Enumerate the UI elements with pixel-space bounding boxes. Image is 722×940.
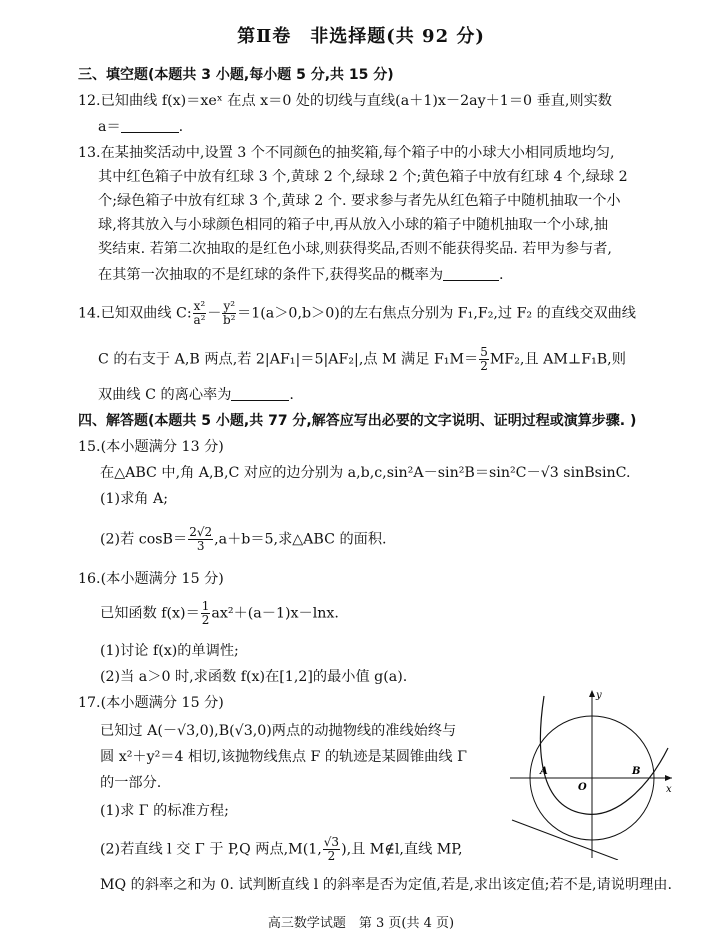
- q16-line1: [100, 600, 339, 627]
- q14-frac1-num: x²: [193, 299, 206, 313]
- page-footer: 高三数学试题 第 3 页(共 4 页): [267, 916, 455, 931]
- q16-line1b: ax²＋(a－1)x－lnx.: [211, 605, 339, 622]
- q12-line1: 12.已知曲线 f(x)＝xeˣ 在点 x＝0 处的切线与直线(a＋1)x－2ay＋1＝0 垂直,则实数: [78, 93, 612, 109]
- q14-line3-text: 双曲线 C 的离心率为: [98, 387, 232, 403]
- page-title: 第Ⅱ卷 非选择题(共 92 分): [237, 26, 485, 47]
- label-y: y: [596, 690, 602, 701]
- q17-frac-num: √3: [323, 835, 340, 849]
- q15-frac: [188, 526, 213, 553]
- q14-frac2-num: y²: [223, 299, 236, 313]
- q17-part2a: (2)若直线 l 交 Γ 于 P,Q 两点,M(1,: [100, 841, 322, 858]
- q17-part1: (1)求 Γ 的标准方程;: [100, 803, 229, 819]
- q17-figure: [508, 688, 676, 860]
- label-a: A: [540, 766, 548, 777]
- parabola-curve: [540, 696, 668, 814]
- q15-part1: (1)求角 A;: [100, 491, 169, 507]
- q14-frac3-den: 2: [480, 359, 488, 373]
- q14-line2b: MF₂,且 AM⊥F₁B,则: [489, 351, 626, 368]
- q16-head: 16.(本小题满分 15 分): [78, 571, 224, 587]
- y-axis-arrow-icon: [589, 690, 595, 697]
- q14-line1b: ＝1(a＞0,b＞0)的左右焦点分别为 F₁,F₂,过 F₂ 的直线交双曲线: [237, 305, 636, 322]
- q15-line1: 在△ABC 中,角 A,B,C 对应的边分别为 a,b,c,sin²A－sin²B＝sin²C－√3 sinBsinC.: [100, 465, 631, 481]
- q13-line3: 个;绿色箱子中放有红球 3 个,黄球 2 个. 要求参与者先从红色箱子中随机抽取一个小: [98, 193, 621, 209]
- q14-frac3-num: 5: [480, 345, 488, 359]
- directrix-line: [512, 820, 618, 860]
- q16-part1: (1)讨论 f(x)的单调性;: [100, 643, 239, 659]
- q15-part2: [100, 526, 387, 553]
- q13-line4: 球,将其放入与小球颜色相同的箱子中,再从放入小球的箱子中随机抽取一个小球,抽: [98, 217, 609, 233]
- q17-part2: [100, 836, 462, 863]
- q14-frac2: [222, 300, 236, 327]
- q13-line2: 其中红色箱子中放有红球 3 个,黄球 2 个,绿球 2 个;黄色箱子中放有红球 4 个,绿球 2: [98, 169, 628, 185]
- label-o: O: [578, 782, 587, 793]
- q15-frac-den: 3: [196, 539, 205, 553]
- q13-line6-end: .: [499, 267, 504, 283]
- q17-line2: 圆 x²＋y²＝4 相切,该抛物线焦点 F 的轨迹是某圆锥曲线 Γ: [100, 749, 467, 765]
- q15-frac-num: 2√2: [189, 525, 213, 539]
- q13-answer-blank: [443, 266, 499, 281]
- q17-frac: [323, 836, 340, 863]
- q13-line5: 奖结束. 若第二次抽取的是红色小球,则获得奖品,否则不能获得奖品. 若甲为参与者,: [98, 241, 612, 257]
- q16-frac: [201, 600, 211, 627]
- q14-line1: [78, 300, 636, 327]
- q17-head: 17.(本小题满分 15 分): [78, 695, 224, 711]
- q16-part2: (2)当 a＞0 时,求函数 f(x)在[1,2]的最小值 g(a).: [100, 669, 408, 685]
- q14-frac1: [193, 300, 207, 327]
- section4-heading: 四、解答题(本题共 5 小题,共 77 分,解答应写出必要的文字说明、证明过程或演算步骤. ): [78, 413, 637, 429]
- x-axis-arrow-icon: [665, 775, 672, 781]
- q14-minus: －: [207, 305, 222, 322]
- q17-part2-line2: MQ 的斜率之和为 0. 试判断直线 l 的斜率是否为定值,若是,求出该定值;若不是,请说明理由.: [100, 877, 672, 893]
- q14-frac2-den: b²: [222, 313, 236, 327]
- section3-heading: 三、填空题(本题共 3 小题,每小题 5 分,共 15 分): [78, 67, 394, 83]
- q14-answer-blank: [231, 386, 289, 401]
- q17-line1: 已知过 A(－√3,0),B(√3,0)两点的动抛物线的准线始终与: [100, 723, 457, 739]
- q16-frac-num: 1: [201, 599, 210, 613]
- q14-line2: [98, 346, 626, 373]
- q12-line2-text: a＝: [98, 119, 121, 135]
- label-x: x: [666, 784, 672, 795]
- q17-frac-den: 2: [327, 849, 336, 863]
- q14-frac1-den: a²: [193, 313, 206, 327]
- q17-part2b: ),且 M∉l,直线 MP,: [341, 841, 463, 858]
- q14-line2a: C 的右支于 A,B 两点,若 2|AF₁|＝5|AF₂|,点 M 满足 F₁M＝: [98, 351, 479, 368]
- label-b: B: [632, 766, 641, 777]
- q12-answer-blank: [121, 118, 179, 133]
- q14-line1a: 14.已知双曲线 C:: [78, 305, 192, 322]
- q17-line3: 的一部分.: [100, 775, 162, 791]
- q13-line1: 13.在某抽奖活动中,设置 3 个不同颜色的抽奖箱,每个箱子中的小球大小相同质地均匀,: [78, 145, 615, 161]
- q15-part2b: ,a＋b＝5,求△ABC 的面积.: [214, 531, 387, 548]
- q14-line3-end: .: [289, 387, 294, 403]
- q16-frac-den: 2: [201, 613, 210, 627]
- q15-head: 15.(本小题满分 13 分): [78, 439, 224, 455]
- q14-frac3: [479, 346, 489, 373]
- q14-line3: [98, 384, 294, 404]
- q13-line6: [98, 264, 504, 284]
- q12-line2: a＝ .: [98, 119, 184, 135]
- q13-line6-text: 在其第一次抽取的不是红球的条件下,获得奖品的概率为: [98, 267, 444, 283]
- q15-part2a: (2)若 cosB＝: [100, 531, 188, 548]
- q16-line1a: 已知函数 f(x)＝: [100, 605, 200, 622]
